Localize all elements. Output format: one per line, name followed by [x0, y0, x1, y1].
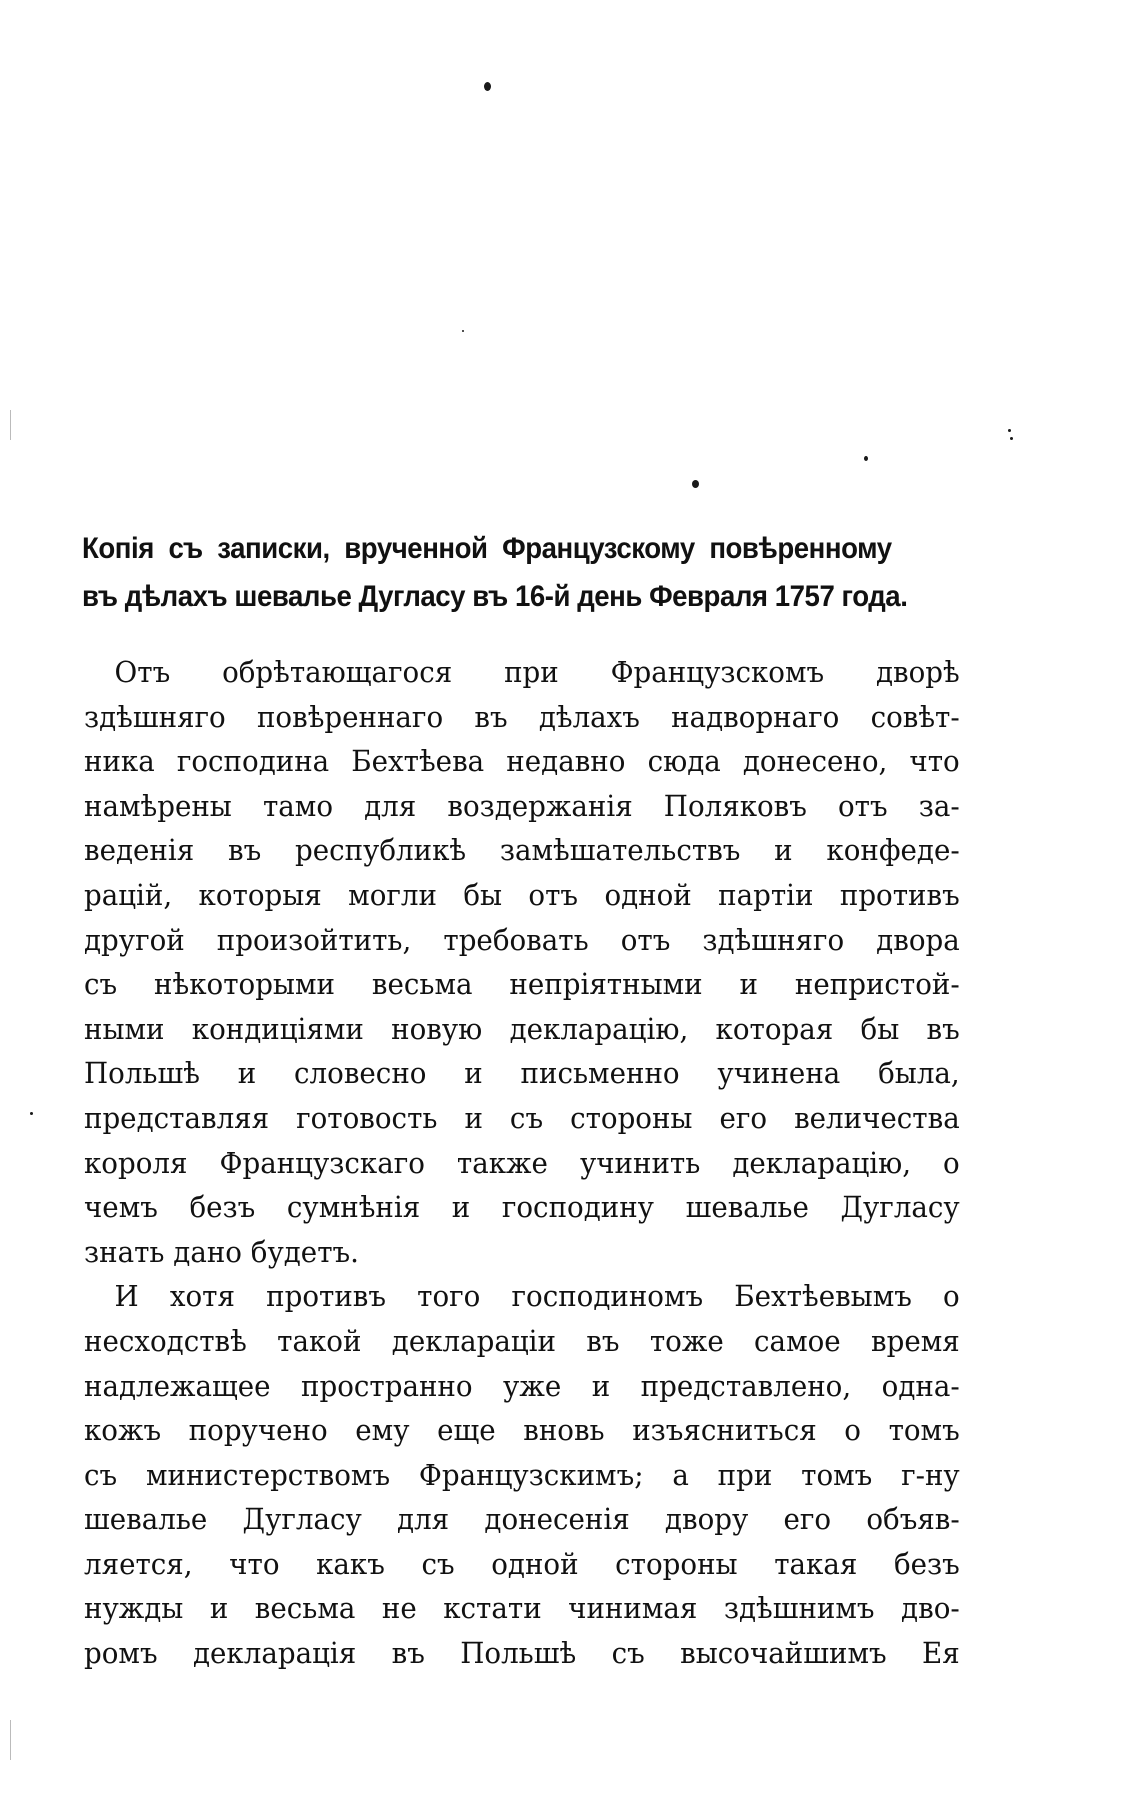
- text-line: представляя готовость и съ стороны его величества: [84, 1100, 960, 1135]
- text-line: надлежащее пространно уже и представлено, одна-: [84, 1368, 960, 1403]
- text-line: шевалье Дугласу для донесенія двору его объяв-: [84, 1502, 960, 1537]
- heading-line: въ дѣлахъ шевалье Дугласу въ 16-й день Февраля 1757 года.: [82, 580, 908, 613]
- paragraph-1: [84, 650, 960, 1274]
- text-line: короля Французскаго также учинить декларацію, о: [84, 1145, 960, 1180]
- scan-speck: [462, 330, 464, 332]
- document-body: [84, 650, 960, 1676]
- text-line: несходствѣ такой деклараціи въ тоже самое время: [84, 1323, 960, 1358]
- scan-speck: [1008, 429, 1011, 432]
- scan-speck: [30, 1112, 33, 1115]
- heading-line: Копія съ записки, врученной Французскому повѣренному: [82, 532, 892, 565]
- scan-speck: [692, 480, 699, 488]
- text-line: съ нѣкоторыми весьма непріятными и непристой-: [84, 967, 960, 1002]
- scan-speck: [864, 456, 868, 461]
- text-line: здѣшняго повѣреннаго въ дѣлахъ надворнаго совѣт-: [84, 699, 960, 734]
- scan-speck: [1010, 437, 1013, 440]
- text-line: нужды и весьма не кстати чинимая здѣшнимъ дво-: [84, 1591, 960, 1626]
- text-line: ромъ декларація въ Польшѣ съ высочайшимъ Ея: [84, 1636, 960, 1671]
- text-line: ника господина Бехтѣева недавно сюда донесено, что: [84, 744, 960, 779]
- text-line: ляется, что какъ съ одной стороны такая безъ: [84, 1546, 960, 1581]
- text-line: ными кондиціями новую декларацію, которая бы въ: [84, 1011, 960, 1046]
- text-line: И хотя противъ того господиномъ Бехтѣевымъ о: [114, 1279, 960, 1314]
- text-line: намѣрены тамо для воздержанія Поляковъ отъ за-: [84, 788, 960, 823]
- scan-edge-mark: [10, 1720, 11, 1760]
- text-line: веденія въ республикѣ замѣшательствъ и конфеде-: [84, 833, 960, 868]
- text-line: Польшѣ и словесно и письменно учинена была,: [84, 1056, 960, 1091]
- text-line: другой произойтить, требовать отъ здѣшняго двора: [84, 922, 960, 957]
- text-line: Отъ обрѣтающагося при Французскомъ дворѣ: [114, 655, 960, 689]
- scan-speck: [484, 82, 491, 91]
- text-line: знать дано будетъ.: [84, 1234, 359, 1269]
- text-line: съ министерствомъ Французскимъ; а при томъ г-ну: [84, 1457, 960, 1492]
- text-line: кожъ поручено ему еще вновь изъясниться о томъ: [84, 1413, 960, 1448]
- text-line: рацій, которыя могли бы отъ одной партіи противъ: [84, 877, 960, 912]
- scan-edge-mark: [10, 410, 11, 440]
- paragraph-2: [84, 1274, 960, 1675]
- document-heading: [82, 525, 908, 621]
- text-line: чемъ безъ сумнѣнія и господину шевалье Дугласу: [84, 1190, 960, 1225]
